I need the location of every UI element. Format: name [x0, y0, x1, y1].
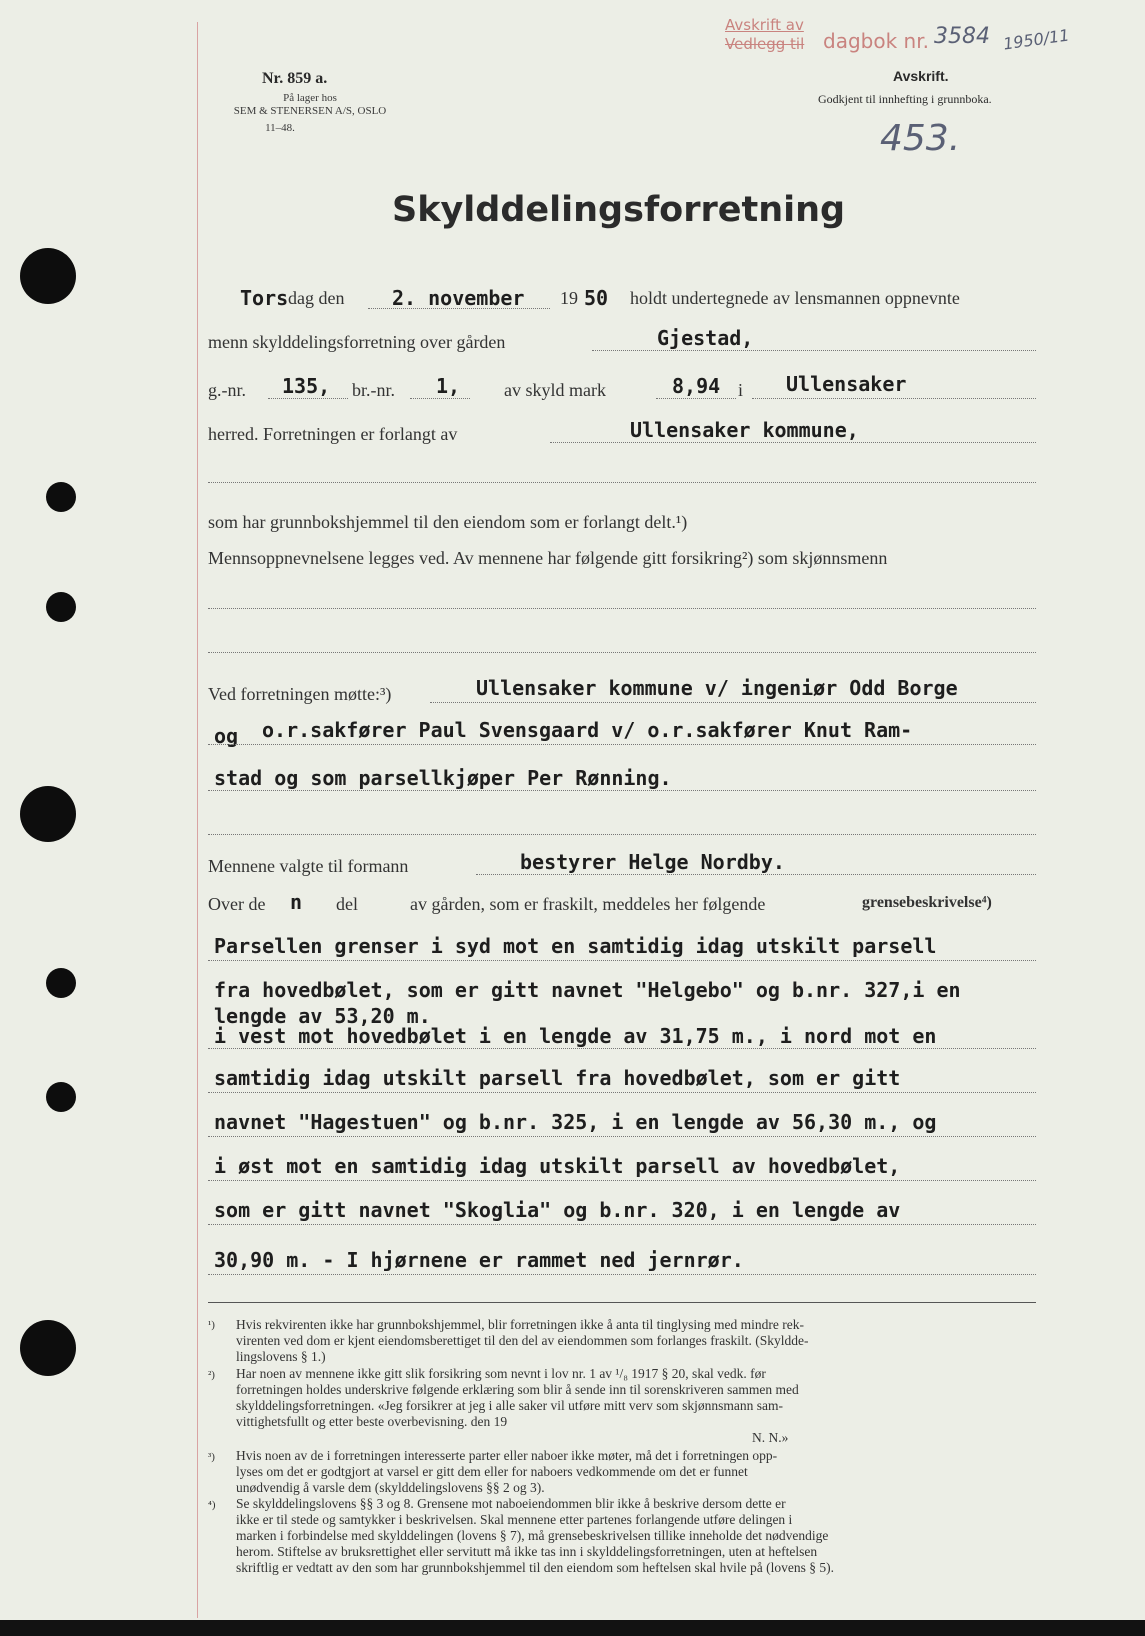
attended-line-2-prefix: og — [214, 724, 239, 748]
chair-field-line — [476, 874, 1036, 875]
line4-text: herred. Forretningen er forlangt av — [208, 424, 458, 444]
boundary-line: samtidig idag utskilt parsell fra hovedbølet, som er gitt — [214, 1066, 901, 1090]
blank-field-line — [208, 834, 1036, 835]
footnote-divider — [208, 1302, 1036, 1303]
line6-text: som har grunnbokshjemmel til den eiendom som er forlangt delt.¹) — [208, 512, 688, 532]
footnote-mark: ⁴) — [208, 1499, 216, 1511]
skyld-value: 8,94 — [672, 374, 721, 398]
boundary-field-line — [208, 1274, 1036, 1275]
blank-field-line — [208, 482, 1036, 483]
handwritten-page-number: 453. — [880, 118, 961, 159]
day-value: Tors — [240, 286, 289, 310]
bnr-value: 1, — [436, 374, 461, 398]
publisher-date: 11–48. — [265, 122, 295, 134]
footnote-line: skylddelingsforretningen. «Jeg forsikrer at jeg i alle saker vil utføre mitt verv som skjønnsmann sam- — [236, 1398, 784, 1413]
binder-hole — [46, 968, 76, 998]
boundary-field-line — [208, 960, 1036, 961]
boundary-line: 30,90 m. - I hjørnene er rammet ned jernrør. — [214, 1248, 744, 1272]
year-value: 50 — [584, 286, 609, 310]
attended-field-line — [430, 702, 1036, 703]
footnote-mark: ²) — [208, 1369, 215, 1381]
footnote-mark: ¹) — [208, 1319, 215, 1331]
boundary-field-line — [208, 1092, 1036, 1093]
boundary-line: i vest mot hovedbølet i en lengde av 31,75 m., i nord mot en — [214, 1024, 937, 1048]
gnr-value: 135, — [282, 374, 331, 398]
footnote-line: virenten ved dom er kjent eiendomsberettiget til den del av eiendommen som forlanges fraskilt. (Skyldde- — [236, 1333, 809, 1348]
year-prefix: 19 — [560, 288, 578, 308]
skyld-field-line — [656, 398, 736, 399]
footnote-line: Hvis rekvirenten ikke har grunnbokshjemmel, blir forretningen ikke å anta til tinglysing med mindre rek- — [236, 1317, 804, 1332]
over-value: n — [290, 890, 303, 914]
boundary-field-line — [208, 1048, 1036, 1049]
footnote-line: Se skylddelingslovens §§ 3 og 8. Grensene mot naboeiendommen blir ikke å beskrive dersom dette er — [236, 1496, 786, 1511]
footnote-line: lingslovens § 1.) — [236, 1349, 326, 1364]
binder-hole — [20, 786, 76, 842]
boundary-line: i øst mot en samtidig idag utskilt parsell av hovedbølet, — [214, 1154, 901, 1178]
skyld-label: av skyld mark — [504, 380, 606, 400]
stamp-vedlegg-til: Vedlegg til — [725, 35, 805, 53]
attended-label: Ved forretningen møtte:³) — [208, 684, 392, 704]
chair-label: Mennene valgte til formann — [208, 856, 409, 876]
requester-value: Ullensaker kommune, — [630, 418, 859, 442]
line7-text: Mennsoppnevnelsene legges ved. Av mennene har følgende gitt forsikring²) som skjønnsmenn — [208, 548, 888, 568]
form-number: Nr. 859 a. — [262, 70, 328, 87]
boundary-field-line — [208, 1136, 1036, 1137]
requester-field-line — [550, 442, 1036, 443]
handwritten-date: 1950/11 — [1002, 25, 1071, 54]
attended-line-3: stad og som parsellkjøper Per Rønning. — [214, 766, 672, 790]
boundary-line: fra hovedbølet, som er gitt navnet "Helgebo" og b.nr. 327,i en — [214, 978, 961, 1002]
footnote-line: skriftlig er vedtatt av den som har grunnbokshjemmel til den eiendom som heftelsen skal hvile på (lovens § 5). — [236, 1560, 834, 1575]
gnr-field-line — [268, 398, 348, 399]
binder-hole — [46, 1082, 76, 1112]
footnote-line: vittighetsfullt og etter beste overbevisning. den 19 — [236, 1414, 508, 1429]
attended-line-1: Ullensaker kommune v/ ingeniør Odd Borge — [476, 676, 958, 700]
avskrift-label: Avskrift. — [893, 68, 949, 84]
scan-edge — [0, 1620, 1145, 1636]
stamp-avskrift-av: Avskrift av — [725, 16, 804, 34]
gnr-label: g.-nr. — [208, 380, 246, 400]
footnote-line: Har noen av mennene ikke gitt slik forsikring som nevnt i lov nr. 1 av ¹/₈ 1917 § 20, skal vedk. før — [236, 1366, 766, 1381]
stamp-dagbok: dagbok nr. — [823, 29, 929, 53]
footnote-line: Hvis noen av de i forretningen interesserte parter eller naboer ikke møter, må det i forretningen opp- — [236, 1448, 778, 1463]
farm-name-value: Gjestad, — [657, 326, 754, 350]
boundary-field-line — [208, 1224, 1036, 1225]
binder-hole — [20, 1320, 76, 1376]
boundary-line: navnet "Hagestuen" og b.nr. 325, i en lengde av 56,30 m., og — [214, 1110, 937, 1134]
document-title: Skylddelingsforretning — [392, 190, 846, 230]
boundary-field-line — [208, 1180, 1036, 1181]
attended-field-line — [208, 790, 1036, 791]
dagbok-number: 3584 — [934, 24, 990, 49]
footnote-line: herom. Stiftelse av bruksrettighet eller servitutt må ikke tas inn i skylddelingsforretningen, uten at heftelsen — [236, 1544, 818, 1559]
attended-line-2: o.r.sakfører Paul Svensgaard v/ o.r.sakfører Knut Ram- — [262, 718, 913, 742]
footnote-signature: N. N.» — [752, 1430, 789, 1445]
approval-line: Godkjent til innhefting i grunnboka. — [818, 92, 992, 106]
municipality-value: Ullensaker — [786, 372, 907, 396]
over-prefix: Over de — [208, 894, 266, 914]
footnote-mark: ³) — [208, 1451, 215, 1463]
boundary-line: Parsellen grenser i syd mot en samtidig idag utskilt parsell — [214, 934, 937, 958]
footnote-line: forretningen holdes underskrive følgende erklæring som blir å sende inn til sorenskriveren sammen med — [236, 1382, 799, 1397]
boundary-line: lengde av 53,20 m. — [214, 1004, 431, 1028]
footnote-line: unødvendig å varsle dem (skylddelingslovens §§ 2 og 3). — [236, 1480, 545, 1495]
over-del: del — [336, 894, 358, 914]
bnr-label: br.-nr. — [352, 380, 395, 400]
municipality-field-line — [752, 398, 1036, 399]
boundary-line: som er gitt navnet "Skoglia" og b.nr. 320, i en lengde av — [214, 1198, 901, 1222]
line1-text: holdt undertegnede av lensmannen oppnevnte — [630, 288, 960, 308]
grense-label: grensebeskrivelse⁴) — [862, 894, 992, 911]
blank-field-line — [208, 608, 1036, 609]
line2-text: menn skylddelingsforretning over gården — [208, 332, 506, 352]
footnote-line: marken i forbindelse med skylddelingen (lovens § 7), må grensebeskrivelsen tillike inneholde det nødvendige — [236, 1528, 829, 1543]
publisher-line: På lager hos — [283, 92, 337, 104]
blank-field-line — [208, 652, 1036, 653]
footnote-line: ikke er til stede og samtykker i beskrivelsen. Skal mennene etter partenes forlangende utføre delingen i — [236, 1512, 793, 1527]
bnr-field-line — [410, 398, 470, 399]
footnote-line: lyses om det er godtgjort at varsel er gitt dem eller for naboers vedkommende om det er funnet — [236, 1464, 748, 1479]
publisher-name: SEM & STENERSEN A/S, OSLO — [233, 105, 387, 117]
over-rest: av gården, som er fraskilt, meddeles her følgende — [410, 894, 766, 914]
farm-field-line — [592, 350, 1036, 351]
skyld-suffix: i — [738, 380, 744, 400]
binder-hole — [46, 592, 76, 622]
date-value: 2. november — [392, 286, 525, 310]
margin-line — [197, 22, 198, 1618]
binder-hole — [46, 482, 76, 512]
chair-value: bestyrer Helge Nordby. — [520, 850, 785, 874]
attended-field-line — [208, 744, 1036, 745]
day-suffix: dag den — [288, 288, 345, 308]
binder-hole — [20, 248, 76, 304]
